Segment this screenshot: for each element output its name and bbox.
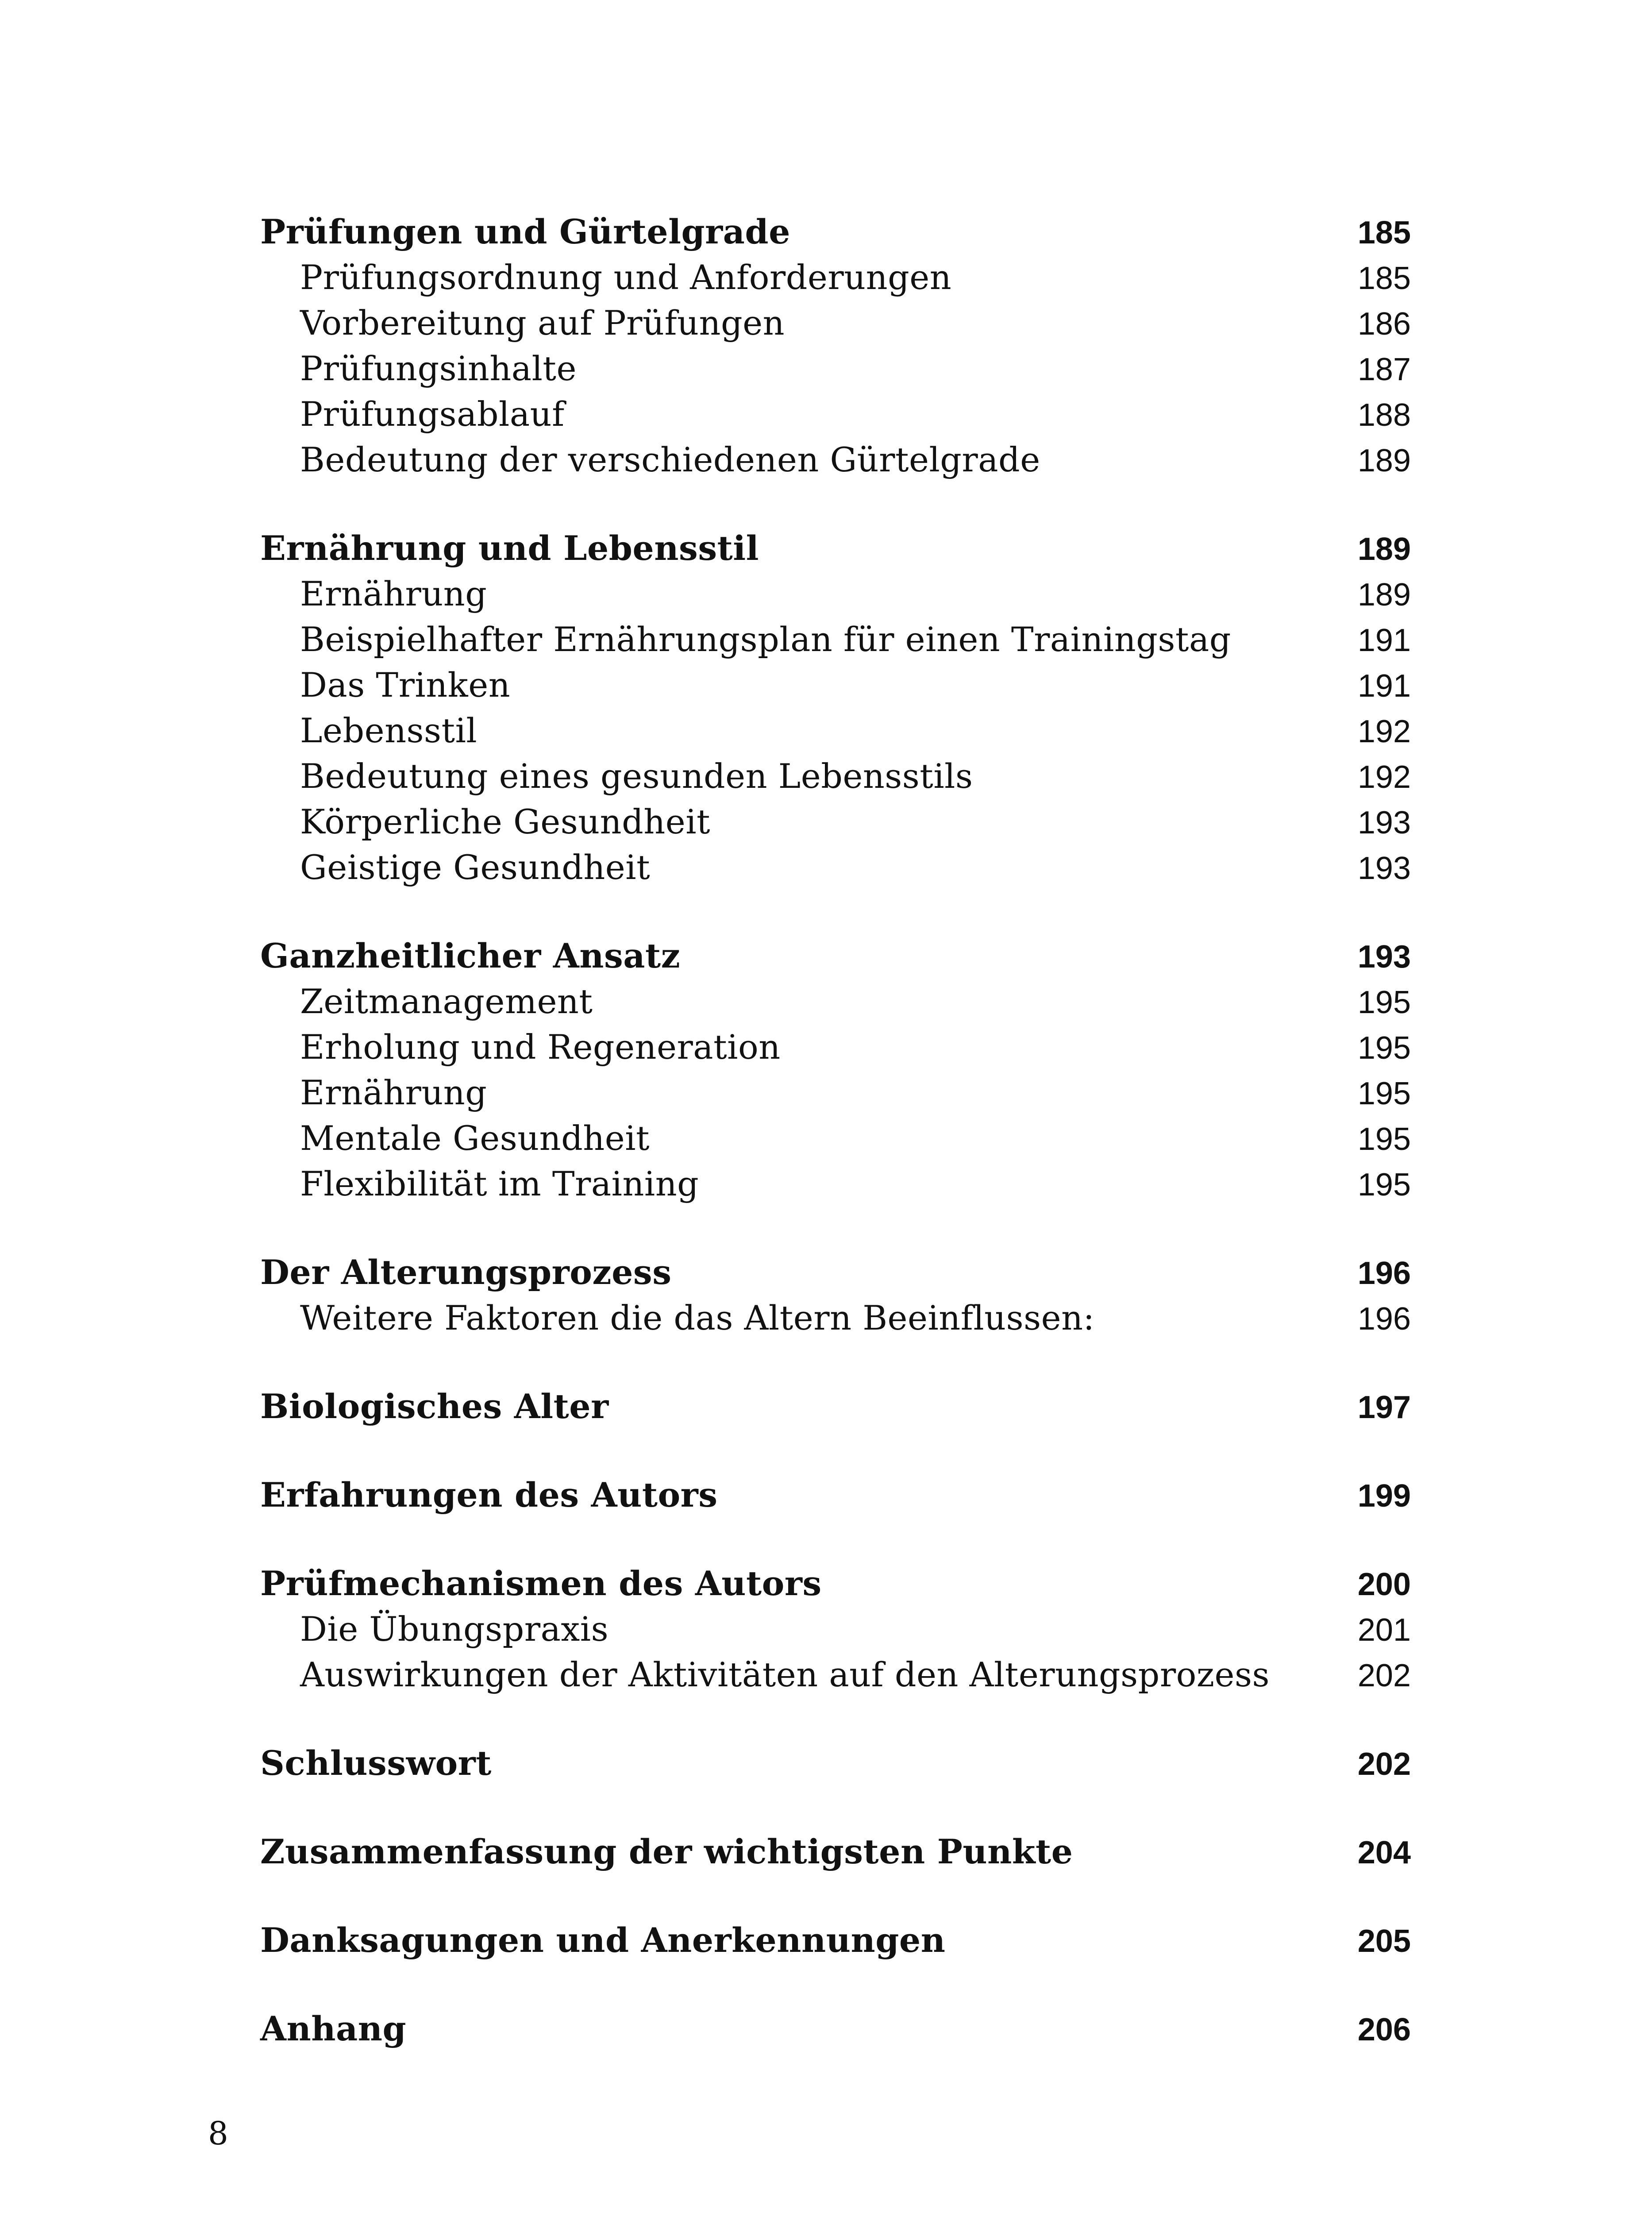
toc-subentry: [260, 391, 1411, 437]
toc-chapter-entry: [260, 525, 1411, 571]
toc-subentry-title: Bedeutung der verschiedenen Gürtelgrade: [300, 440, 1040, 479]
toc-section: [260, 525, 1411, 890]
toc-chapter-page: 200: [1357, 1567, 1411, 1602]
toc-subentry-title: Auswirkungen der Aktivitäten auf den Alterungsprozess: [300, 1655, 1270, 1694]
toc-chapter-page: 199: [1357, 1478, 1411, 1514]
toc-subentry: [260, 346, 1411, 391]
toc-subentry-title: Prüfungsablauf: [300, 394, 565, 434]
toc-subentry-page: 192: [1357, 714, 1411, 749]
toc-subentry-page: 195: [1357, 985, 1411, 1020]
toc-subentry-title: Erholung und Regeneration: [300, 1027, 781, 1067]
toc-chapter-page: 202: [1357, 1746, 1411, 1782]
toc-chapter-entry: [260, 2006, 1411, 2051]
toc-subentry-page: 195: [1357, 1076, 1411, 1111]
toc-chapter-title: Prüfmechanismen des Autors: [260, 1564, 822, 1603]
toc-chapter-entry: [260, 1472, 1411, 1518]
toc-chapter-page: 197: [1357, 1390, 1411, 1425]
toc-subentry-title: Bedeutung eines gesunden Lebensstils: [300, 756, 973, 796]
toc-subentry: [260, 1024, 1411, 1070]
toc-subentry: [260, 437, 1411, 482]
toc-subentry-page: 202: [1357, 1658, 1411, 1693]
toc-chapter-title: Anhang: [260, 2009, 407, 2048]
toc-subentry: [260, 708, 1411, 753]
toc-subentry-title: Mentale Gesundheit: [300, 1118, 650, 1158]
toc-section: [260, 2006, 1411, 2051]
toc-subentry-title: Prüfungsordnung und Anforderungen: [300, 258, 952, 297]
toc-subentry-title: Ernährung: [300, 1073, 487, 1112]
toc-subentry: [260, 1161, 1411, 1207]
toc-subentry: [260, 617, 1411, 662]
toc-subentry-page: 191: [1357, 623, 1411, 658]
toc-section: [260, 1917, 1411, 1963]
toc-subentry: [260, 753, 1411, 799]
toc-section: [260, 933, 1411, 1207]
toc-subentry: [260, 979, 1411, 1024]
toc-subentry-title: Flexibilität im Training: [300, 1164, 699, 1203]
toc-subentry-title: Die Übungspraxis: [300, 1609, 609, 1649]
toc-subentry-page: 187: [1357, 352, 1411, 387]
toc-subentry: [260, 1606, 1411, 1652]
toc-subentry-page: 185: [1357, 261, 1411, 296]
toc-subentry: [260, 571, 1411, 617]
toc-chapter-entry: [260, 209, 1411, 254]
toc-subentry-page: 186: [1357, 306, 1411, 342]
toc-section: [260, 1384, 1411, 1429]
toc-chapter-entry: [260, 1384, 1411, 1429]
toc-subentry-title: Vorbereitung auf Prüfungen: [300, 303, 785, 343]
toc-chapter-title: Biologisches Alter: [260, 1387, 609, 1426]
toc-chapter-title: Schlusswort: [260, 1743, 492, 1783]
toc-subentry: [260, 1652, 1411, 1697]
toc-chapter-title: Zusammenfassung der wichtigsten Punkte: [260, 1832, 1073, 1871]
toc-subentry-page: 193: [1357, 805, 1411, 840]
toc-subentry: [260, 844, 1411, 890]
toc-chapter-title: Ernährung und Lebensstil: [260, 528, 759, 568]
toc-chapter-entry: [260, 1561, 1411, 1606]
toc-subentry-page: 189: [1357, 577, 1411, 613]
toc-subentry-title: Ernährung: [300, 574, 487, 613]
toc-subentry-page: 191: [1357, 668, 1411, 704]
toc-chapter-entry: [260, 1249, 1411, 1295]
toc-subentry: [260, 662, 1411, 708]
toc-chapter-entry: [260, 1917, 1411, 1963]
table-of-contents: [260, 209, 1411, 2094]
toc-chapter-page: 189: [1357, 532, 1411, 567]
toc-subentry-title: Weitere Faktoren die das Altern Beeinflussen:: [300, 1298, 1095, 1338]
toc-chapter-entry: [260, 1740, 1411, 1786]
toc-subentry-title: Geistige Gesundheit: [300, 848, 651, 887]
toc-chapter-page: 205: [1357, 1924, 1411, 1959]
toc-chapter-page: 204: [1357, 1835, 1411, 1870]
toc-section: [260, 1472, 1411, 1518]
toc-chapter-title: Danksagungen und Anerkennungen: [260, 1920, 946, 1960]
toc-subentry-page: 189: [1357, 443, 1411, 478]
toc-section: [260, 1829, 1411, 1874]
toc-subentry: [260, 1115, 1411, 1161]
toc-subentry-page: 195: [1357, 1122, 1411, 1157]
toc-subentry: [260, 254, 1411, 300]
toc-chapter-title: Erfahrungen des Autors: [260, 1475, 718, 1515]
toc-chapter-entry: [260, 1829, 1411, 1874]
toc-chapter-page: 206: [1357, 2012, 1411, 2047]
toc-subentry-title: Beispielhafter Ernährungsplan für einen Trainingstag: [300, 620, 1231, 659]
toc-chapter-title: Der Alterungsprozess: [260, 1253, 672, 1292]
toc-subentry-page: 188: [1357, 397, 1411, 433]
toc-subentry-title: Zeitmanagement: [300, 982, 593, 1021]
toc-subentry-page: 195: [1357, 1167, 1411, 1203]
toc-subentry-page: 192: [1357, 760, 1411, 795]
toc-subentry-page: 195: [1357, 1030, 1411, 1066]
toc-section: [260, 1740, 1411, 1786]
toc-subentry-title: Prüfungsinhalte: [300, 349, 577, 388]
toc-chapter-entry: [260, 933, 1411, 979]
toc-subentry-page: 193: [1357, 851, 1411, 886]
toc-subentry: [260, 300, 1411, 346]
toc-subentry-page: 201: [1357, 1612, 1411, 1648]
toc-chapter-page: 193: [1357, 939, 1411, 975]
toc-subentry: [260, 799, 1411, 844]
toc-subentry: [260, 1070, 1411, 1115]
toc-section: [260, 1249, 1411, 1341]
toc-chapter-title: Ganzheitlicher Ansatz: [260, 936, 681, 975]
toc-chapter-page: 196: [1357, 1256, 1411, 1291]
toc-subentry: [260, 1295, 1411, 1341]
toc-subentry-title: Das Trinken: [300, 665, 511, 705]
toc-subentry-title: Körperliche Gesundheit: [300, 802, 711, 841]
toc-subentry-title: Lebensstil: [300, 711, 478, 750]
toc-chapter-title: Prüfungen und Gürtelgrade: [260, 212, 790, 251]
toc-subentry-page: 196: [1357, 1301, 1411, 1337]
page-number: 8: [208, 2115, 228, 2152]
toc-section: [260, 209, 1411, 482]
toc-section: [260, 1561, 1411, 1697]
toc-chapter-page: 185: [1357, 215, 1411, 251]
